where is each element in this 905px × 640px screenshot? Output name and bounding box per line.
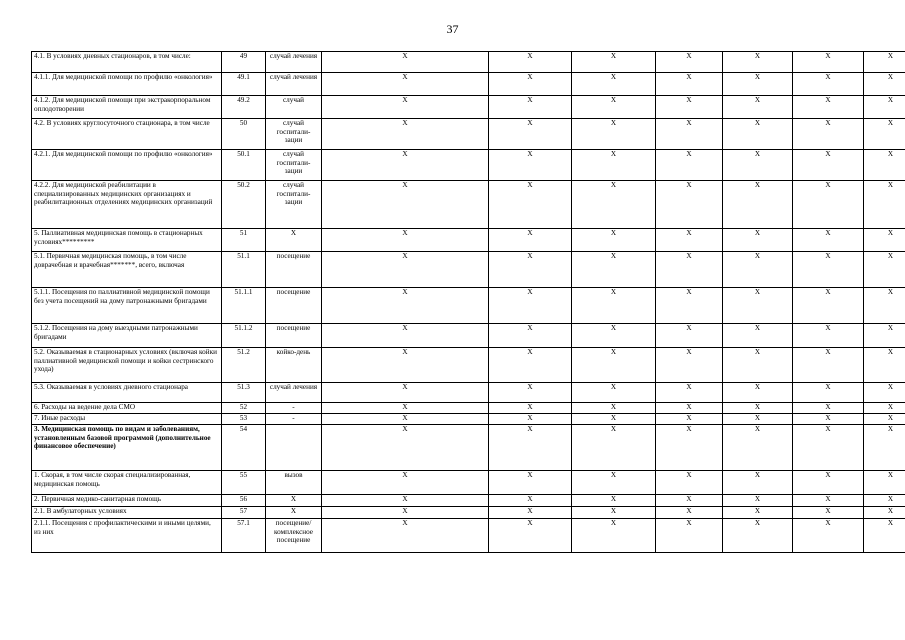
row-unit-cell: X <box>266 495 322 507</box>
row-value-cell: X <box>656 288 723 324</box>
row-value-cell: X <box>793 348 864 383</box>
row-unit-cell: - <box>266 403 322 414</box>
row-unit-cell: случай <box>266 96 322 119</box>
row-value-cell: X <box>793 96 864 119</box>
row-value-cell: X <box>322 507 489 519</box>
row-value-cell: X <box>656 507 723 519</box>
row-value-cell: X <box>572 403 656 414</box>
table-row <box>32 52 905 73</box>
row-number-cell: 50 <box>222 119 266 150</box>
row-value-cell: X <box>723 414 793 425</box>
row-value-cell: X <box>572 414 656 425</box>
row-value-cell: X <box>322 425 489 471</box>
row-value-cell: X <box>723 229 793 252</box>
row-value-cell: X <box>322 252 489 288</box>
row-name-cell: 7. Иные расходы <box>32 414 222 425</box>
table-body <box>32 52 905 553</box>
row-value-cell: X <box>723 519 793 553</box>
row-number-cell: 51.1.2 <box>222 324 266 348</box>
row-value-cell: X <box>572 73 656 96</box>
row-value-cell: X <box>864 229 905 252</box>
row-value-cell: X <box>572 324 656 348</box>
row-value-cell: X <box>572 229 656 252</box>
table-row <box>32 425 905 471</box>
row-value-cell: X <box>793 73 864 96</box>
row-number-cell: 51.3 <box>222 383 266 403</box>
row-value-cell: X <box>656 519 723 553</box>
row-value-cell: X <box>656 96 723 119</box>
row-name-cell: 4.1.1. Для медицинской помощи по профилю «онкология» <box>32 73 222 96</box>
row-number-cell: 55 <box>222 471 266 495</box>
row-value-cell: X <box>656 495 723 507</box>
row-value-cell: X <box>793 288 864 324</box>
row-value-cell: X <box>572 495 656 507</box>
row-number-cell: 57 <box>222 507 266 519</box>
row-name-cell: 5.1.2. Посещения на дому выездными патронажными бригадами <box>32 324 222 348</box>
row-value-cell: X <box>793 425 864 471</box>
row-number-cell: 50.1 <box>222 150 266 181</box>
row-value-cell: X <box>489 425 572 471</box>
row-number-cell: 49.1 <box>222 73 266 96</box>
row-name-cell: 2.1.1. Посещения с профилактическими и иными целями, из них <box>32 519 222 553</box>
row-value-cell: X <box>489 324 572 348</box>
row-value-cell: X <box>322 383 489 403</box>
row-value-cell: X <box>656 252 723 288</box>
row-value-cell: X <box>864 425 905 471</box>
row-value-cell: X <box>322 96 489 119</box>
row-name-cell: 2. Первичная медико-санитарная помощь <box>32 495 222 507</box>
row-value-cell: X <box>864 52 905 73</box>
table-row <box>32 348 905 383</box>
row-unit-cell: койко-день <box>266 348 322 383</box>
row-value-cell: X <box>723 181 793 229</box>
table-row <box>32 150 905 181</box>
row-number-cell: 51 <box>222 229 266 252</box>
row-value-cell: X <box>723 288 793 324</box>
row-value-cell: X <box>793 52 864 73</box>
row-name-cell: 4.2. В условиях круглосуточного стационара, в том числе <box>32 119 222 150</box>
row-name-cell: 5. Паллиативная медицинская помощь в стационарных условиях********* <box>32 229 222 252</box>
row-unit-cell: X <box>266 507 322 519</box>
row-number-cell: 53 <box>222 414 266 425</box>
row-value-cell: X <box>489 414 572 425</box>
row-value-cell: X <box>489 229 572 252</box>
row-name-cell: 4.1.2. Для медицинской помощи при экстракорпоральном оплодотворении <box>32 96 222 119</box>
row-value-cell: X <box>572 150 656 181</box>
row-value-cell: X <box>864 324 905 348</box>
row-value-cell: X <box>489 288 572 324</box>
row-name-cell: 4.2.2. Для медицинской реабилитации в специализированных медицинских организациях и реабилитационных отделениях медицинских организаций <box>32 181 222 229</box>
table-row <box>32 229 905 252</box>
row-value-cell: X <box>864 471 905 495</box>
row-unit-cell: случай госпитали-зации <box>266 119 322 150</box>
row-name-cell: 5.2. Оказываемая в стационарных условиях (включая койки паллиативной медицинской помощи и койки сестринского ухода) <box>32 348 222 383</box>
row-value-cell: X <box>723 425 793 471</box>
row-unit-cell: посещение <box>266 252 322 288</box>
row-value-cell: X <box>322 73 489 96</box>
row-value-cell: X <box>572 383 656 403</box>
row-value-cell: X <box>572 507 656 519</box>
row-value-cell: X <box>864 73 905 96</box>
row-value-cell: X <box>322 348 489 383</box>
row-unit-cell: посещение <box>266 288 322 324</box>
row-value-cell: X <box>489 150 572 181</box>
row-value-cell: X <box>864 96 905 119</box>
row-unit-cell: вызов <box>266 471 322 495</box>
table-row <box>32 383 905 403</box>
row-value-cell: X <box>723 507 793 519</box>
row-number-cell: 49 <box>222 52 266 73</box>
row-unit-cell: случай госпитали-зации <box>266 181 322 229</box>
row-value-cell: X <box>572 252 656 288</box>
row-value-cell: X <box>572 181 656 229</box>
row-value-cell: X <box>489 252 572 288</box>
table-row <box>32 96 905 119</box>
row-value-cell: X <box>656 181 723 229</box>
row-unit-cell: случай лечения <box>266 383 322 403</box>
row-value-cell: X <box>656 383 723 403</box>
row-value-cell: X <box>322 403 489 414</box>
table-row <box>32 119 905 150</box>
table-row <box>32 324 905 348</box>
row-value-cell: X <box>723 150 793 181</box>
table-row <box>32 288 905 324</box>
row-value-cell: X <box>793 181 864 229</box>
row-value-cell: X <box>489 348 572 383</box>
row-value-cell: X <box>322 288 489 324</box>
row-value-cell: X <box>489 181 572 229</box>
row-value-cell: X <box>656 73 723 96</box>
row-value-cell: X <box>723 495 793 507</box>
row-value-cell: X <box>864 383 905 403</box>
row-value-cell: X <box>322 324 489 348</box>
row-value-cell: X <box>864 119 905 150</box>
row-value-cell: X <box>322 471 489 495</box>
row-unit-cell: случай лечения <box>266 73 322 96</box>
table-row <box>32 73 905 96</box>
row-value-cell: X <box>656 348 723 383</box>
row-value-cell: X <box>864 495 905 507</box>
row-value-cell: X <box>656 425 723 471</box>
row-number-cell: 51.1 <box>222 252 266 288</box>
row-unit-cell: посещение <box>266 324 322 348</box>
row-value-cell: X <box>322 414 489 425</box>
row-unit-cell: - <box>266 414 322 425</box>
row-value-cell: X <box>864 181 905 229</box>
table-row <box>32 519 905 553</box>
row-value-cell: X <box>322 495 489 507</box>
row-value-cell: X <box>723 73 793 96</box>
row-value-cell: X <box>489 383 572 403</box>
row-value-cell: X <box>656 52 723 73</box>
row-value-cell: X <box>723 383 793 403</box>
row-value-cell: X <box>864 507 905 519</box>
row-value-cell: X <box>723 471 793 495</box>
row-value-cell: X <box>656 471 723 495</box>
row-value-cell: X <box>572 52 656 73</box>
row-value-cell: X <box>864 348 905 383</box>
row-value-cell: X <box>489 471 572 495</box>
row-value-cell: X <box>322 150 489 181</box>
row-name-cell: 5.1. Первичная медицинская помощь, в том числе доврачебная и врачебная*******, всего, включая <box>32 252 222 288</box>
row-value-cell: X <box>322 181 489 229</box>
row-value-cell: X <box>793 495 864 507</box>
row-unit-cell: случай лечения <box>266 52 322 73</box>
row-number-cell: 54 <box>222 425 266 471</box>
row-value-cell: X <box>793 150 864 181</box>
table-row <box>32 414 905 425</box>
row-number-cell: 52 <box>222 403 266 414</box>
row-value-cell: X <box>723 96 793 119</box>
row-number-cell: 51.2 <box>222 348 266 383</box>
row-value-cell: X <box>322 119 489 150</box>
row-name-cell: 3. Медицинская помощь по видам и заболеваниям, установленным базовой программой (дополнительное финансовое обеспечение) <box>32 425 222 471</box>
row-value-cell: X <box>322 519 489 553</box>
table-row <box>32 252 905 288</box>
row-value-cell: X <box>793 414 864 425</box>
row-value-cell: X <box>489 96 572 119</box>
row-value-cell: X <box>793 119 864 150</box>
row-value-cell: X <box>489 495 572 507</box>
row-value-cell: X <box>864 519 905 553</box>
row-value-cell: X <box>572 119 656 150</box>
table-row <box>32 403 905 414</box>
row-name-cell: 4.1. В условиях дневных стационаров, в том числе: <box>32 52 222 73</box>
row-name-cell: 1. Скорая, в том числе скорая специализированная, медицинская помощь <box>32 471 222 495</box>
row-value-cell: X <box>656 150 723 181</box>
table-row <box>32 495 905 507</box>
row-value-cell: X <box>793 519 864 553</box>
row-value-cell: X <box>793 252 864 288</box>
row-name-cell: 4.2.1. Для медицинской помощи по профилю «онкология» <box>32 150 222 181</box>
row-value-cell: X <box>864 403 905 414</box>
row-value-cell: X <box>723 119 793 150</box>
row-value-cell: X <box>656 414 723 425</box>
row-value-cell: X <box>572 471 656 495</box>
row-value-cell: X <box>489 73 572 96</box>
row-number-cell: 57.1 <box>222 519 266 553</box>
row-name-cell: 5.1.1. Посещения по паллиативной медицинской помощи без учета посещений на дому патронажными бригадами <box>32 288 222 324</box>
row-value-cell: X <box>656 229 723 252</box>
row-value-cell: X <box>322 229 489 252</box>
row-value-cell: X <box>489 507 572 519</box>
row-unit-cell: случай госпитали-зации <box>266 150 322 181</box>
row-value-cell: X <box>793 229 864 252</box>
row-unit-cell: X <box>266 229 322 252</box>
row-value-cell: X <box>489 52 572 73</box>
row-value-cell: X <box>723 348 793 383</box>
table-row <box>32 507 905 519</box>
row-value-cell: X <box>572 519 656 553</box>
row-value-cell: X <box>656 403 723 414</box>
row-value-cell: X <box>656 324 723 348</box>
row-value-cell: X <box>864 414 905 425</box>
row-unit-cell: посещение/ комплексное посещение <box>266 519 322 553</box>
row-value-cell: X <box>489 119 572 150</box>
row-value-cell: X <box>864 288 905 324</box>
row-value-cell: X <box>489 403 572 414</box>
row-value-cell: X <box>793 507 864 519</box>
row-value-cell: X <box>572 425 656 471</box>
table-row <box>32 181 905 229</box>
row-value-cell: X <box>864 252 905 288</box>
row-value-cell: X <box>572 288 656 324</box>
row-value-cell: X <box>723 324 793 348</box>
row-value-cell: X <box>793 471 864 495</box>
page-number: 37 <box>446 22 459 36</box>
row-name-cell: 6. Расходы на ведение дела СМО <box>32 403 222 414</box>
row-value-cell: X <box>322 52 489 73</box>
row-number-cell: 56 <box>222 495 266 507</box>
row-value-cell: X <box>723 403 793 414</box>
row-unit-cell <box>266 425 322 471</box>
row-value-cell: X <box>572 96 656 119</box>
row-value-cell: X <box>723 252 793 288</box>
row-number-cell: 51.1.1 <box>222 288 266 324</box>
row-value-cell: X <box>656 119 723 150</box>
row-number-cell: 50.2 <box>222 181 266 229</box>
row-value-cell: X <box>864 150 905 181</box>
row-name-cell: 2.1. В амбулаторных условиях <box>32 507 222 519</box>
row-value-cell: X <box>793 403 864 414</box>
row-value-cell: X <box>793 324 864 348</box>
row-value-cell: X <box>793 383 864 403</box>
table-row <box>32 471 905 495</box>
row-value-cell: X <box>723 52 793 73</box>
row-name-cell: 5.3. Оказываемая в условиях дневного стационара <box>32 383 222 403</box>
row-number-cell: 49.2 <box>222 96 266 119</box>
row-value-cell: X <box>572 348 656 383</box>
data-table <box>31 51 905 553</box>
row-value-cell: X <box>489 519 572 553</box>
